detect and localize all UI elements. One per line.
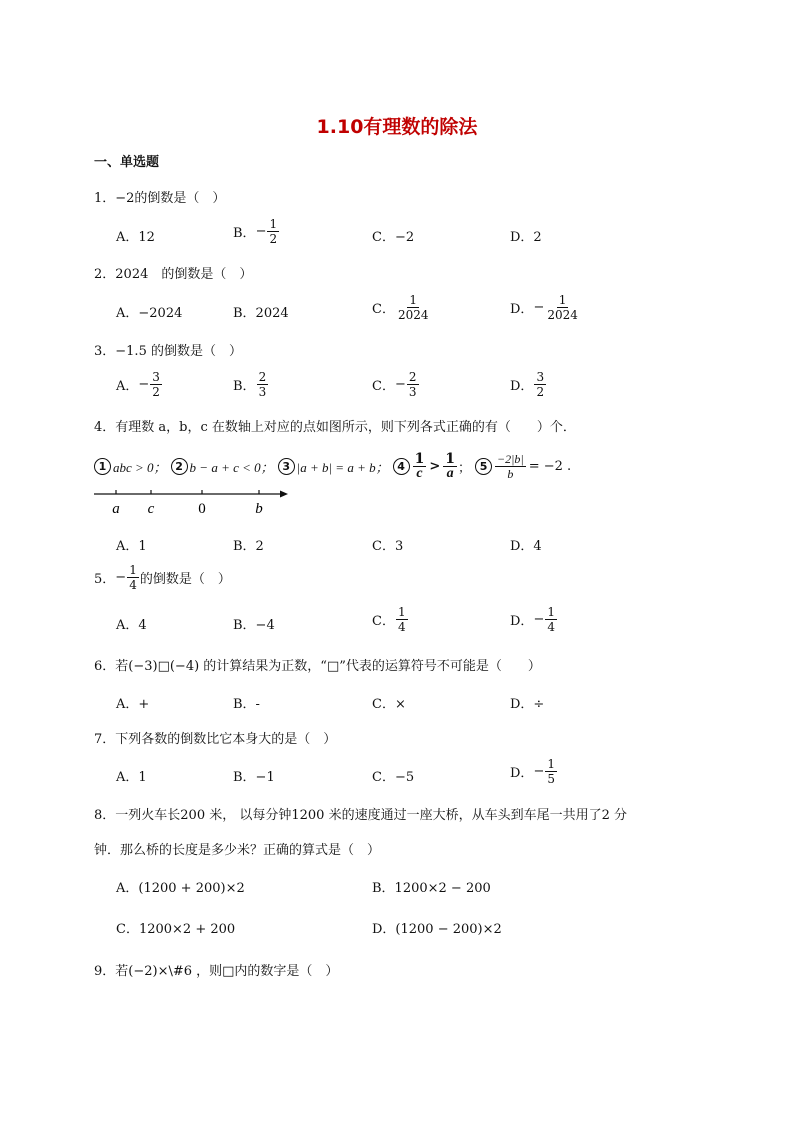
- question-2-option-d: [510, 293, 581, 322]
- minus-sign: −: [394, 377, 406, 392]
- question-1-option-c: C．−2: [372, 230, 415, 245]
- question-3-stem: 3．−1.5 的倒数是（ ）: [94, 344, 242, 359]
- question-2-stem: 2．2024 的倒数是（ ）: [94, 267, 253, 282]
- question-4-option-b: B．2: [233, 539, 264, 554]
- question-3-option-a: [116, 370, 163, 399]
- denominator: 2: [536, 385, 545, 399]
- fraction: [534, 370, 546, 399]
- numerator: 2: [258, 370, 267, 384]
- question-6-option-a: A．+: [116, 697, 150, 712]
- denominator: 3: [258, 385, 267, 399]
- numerator: 1: [397, 605, 406, 619]
- question-1-option-b: [233, 217, 280, 246]
- circled-number-3: 3: [278, 458, 295, 475]
- greater-than-sign: >: [429, 459, 441, 474]
- condition-5-tail: = −2 .: [528, 459, 572, 474]
- section-heading: 一、单选题: [94, 155, 160, 170]
- denominator: 3: [408, 385, 417, 399]
- fraction: [545, 757, 557, 786]
- question-9-stem: 9．若(−2)×\#6 ，则□内的数字是（ ）: [94, 964, 339, 979]
- numerator: 1: [129, 563, 137, 577]
- question-8-option-c: C．1200×2 + 200: [116, 922, 236, 937]
- circled-number-4: 4: [393, 458, 410, 475]
- option-label: D．: [510, 766, 534, 781]
- fraction-one-over-c: [413, 452, 427, 481]
- number-line-diagram: [94, 484, 294, 518]
- denominator: a: [446, 466, 454, 481]
- question-8-option-d: D．(1200 − 200)×2: [372, 922, 502, 937]
- question-4-option-d: D．4: [510, 539, 542, 554]
- fraction: [267, 217, 279, 246]
- condition-3: |a + b| = a + b；: [296, 460, 389, 475]
- option-label: C．: [372, 302, 395, 317]
- question-6-option-d: D．÷: [510, 697, 545, 712]
- option-label: B．: [233, 379, 256, 394]
- denominator: 2024: [547, 308, 578, 322]
- question-8-stem-line-2: 钟．那么桥的长度是多少米？正确的算式是（ ）: [94, 843, 381, 858]
- question-2-option-b: B．2024: [233, 306, 289, 321]
- question-4-option-a: A．1: [116, 539, 147, 554]
- numerator: 3: [536, 370, 545, 384]
- minus-sign: −: [533, 764, 545, 779]
- option-label: D．: [510, 614, 534, 629]
- option-label: A．: [116, 379, 139, 394]
- numerator: 1: [445, 451, 456, 467]
- fraction: [127, 563, 139, 592]
- axis-label-c: c: [147, 501, 155, 517]
- question-5-stem: [94, 563, 231, 592]
- question-5-option-b: B．−4: [233, 618, 275, 633]
- question-3-option-b: [233, 370, 269, 399]
- minus-sign: −: [533, 300, 545, 315]
- question-8-stem-line-1: 8．一列火车长200 米， 以每分钟1200 米的速度通过一座大桥，从车头到车尾一共用了2 分: [94, 808, 627, 823]
- question-6-option-c: C．×: [372, 697, 406, 712]
- fraction: [407, 370, 419, 399]
- denominator: 5: [547, 772, 555, 786]
- fraction-one-over-a: [443, 452, 457, 481]
- denominator: b: [507, 467, 514, 481]
- separator: ；: [458, 461, 472, 476]
- denominator: c: [416, 466, 423, 481]
- question-5-option-d: [510, 605, 558, 634]
- option-label: D．: [510, 302, 534, 317]
- question-4-stem: 4．有理数 a，b，c 在数轴上对应的点如图所示，则下列各式正确的有（ ）个．: [94, 420, 576, 435]
- condition-2: b − a + c < 0；: [189, 460, 274, 475]
- denominator: 4: [129, 578, 137, 592]
- fraction: [257, 370, 269, 399]
- question-1-stem: 1．−2的倒数是（ ）: [94, 191, 226, 206]
- option-label: C．: [372, 614, 395, 629]
- axis-label-a: a: [112, 501, 120, 517]
- circled-number-5: 5: [475, 458, 492, 475]
- question-5-option-a: A．4: [116, 618, 147, 633]
- fraction: [396, 293, 431, 322]
- numerator: 3: [152, 370, 160, 384]
- fraction: [545, 605, 557, 634]
- option-label: D．: [510, 379, 534, 394]
- minus-sign: −: [255, 224, 267, 239]
- question-number: 5．: [94, 572, 116, 587]
- question-7-option-b: B．−1: [233, 770, 275, 785]
- question-7-option-c: C．−5: [372, 770, 415, 785]
- condition-1: abc > 0；: [113, 460, 167, 475]
- question-3-option-d: [510, 370, 547, 399]
- fraction-condition-5: [495, 452, 526, 481]
- denominator: 4: [547, 620, 555, 634]
- minus-sign: −: [115, 570, 127, 585]
- circled-number-2: 2: [171, 458, 188, 475]
- numerator: 1: [269, 217, 278, 231]
- question-7-option-d: [510, 757, 558, 786]
- denominator: 2: [152, 385, 160, 399]
- numerator: 1: [414, 451, 425, 467]
- question-8-option-b: B．1200×2 − 200: [372, 881, 491, 896]
- question-8-option-a: A．(1200 + 200)×2: [116, 881, 245, 896]
- question-6-stem: 6．若(−3)□(−4) 的计算结果为正数，“□”代表的运算符号不可能是（ ）: [94, 659, 541, 674]
- option-label: B．: [233, 226, 256, 241]
- question-1-option-d: D．2: [510, 230, 542, 245]
- question-3-option-c: [372, 370, 420, 399]
- minus-sign: −: [533, 612, 545, 627]
- denominator: 2024: [397, 308, 429, 322]
- axis-label-zero: 0: [198, 501, 206, 517]
- fraction: [150, 370, 162, 399]
- numerator: 1: [409, 293, 418, 307]
- denominator: 2: [269, 232, 278, 246]
- numerator: 1: [547, 605, 555, 619]
- question-6-option-b: B．-: [233, 697, 260, 712]
- question-2-option-a: A．−2024: [116, 306, 183, 321]
- denominator: 4: [397, 620, 406, 634]
- question-1-option-a: A．12: [116, 230, 155, 245]
- numerator: 2: [408, 370, 417, 384]
- question-5-option-c: [372, 605, 409, 634]
- question-2-option-c: [372, 293, 432, 322]
- axis-label-b: b: [255, 501, 263, 517]
- question-4-conditions: [94, 452, 571, 481]
- numerator: 1: [558, 293, 567, 307]
- question-4-option-c: C．3: [372, 539, 404, 554]
- question-7-option-a: A．1: [116, 770, 147, 785]
- circled-number-1: 1: [94, 458, 111, 475]
- option-label: C．: [372, 379, 395, 394]
- fraction: [545, 293, 580, 322]
- question-text: 的倒数是（ ）: [139, 572, 231, 587]
- arrow-head-icon: [280, 491, 288, 498]
- minus-sign: −: [138, 377, 150, 392]
- page-title: 1.10有理数的除法: [316, 116, 478, 138]
- numerator: −2|b|: [497, 452, 524, 466]
- numerator: 1: [547, 757, 555, 771]
- question-7-stem: 7．下列各数的倒数比它本身大的是（ ）: [94, 732, 337, 747]
- fraction: [396, 605, 408, 634]
